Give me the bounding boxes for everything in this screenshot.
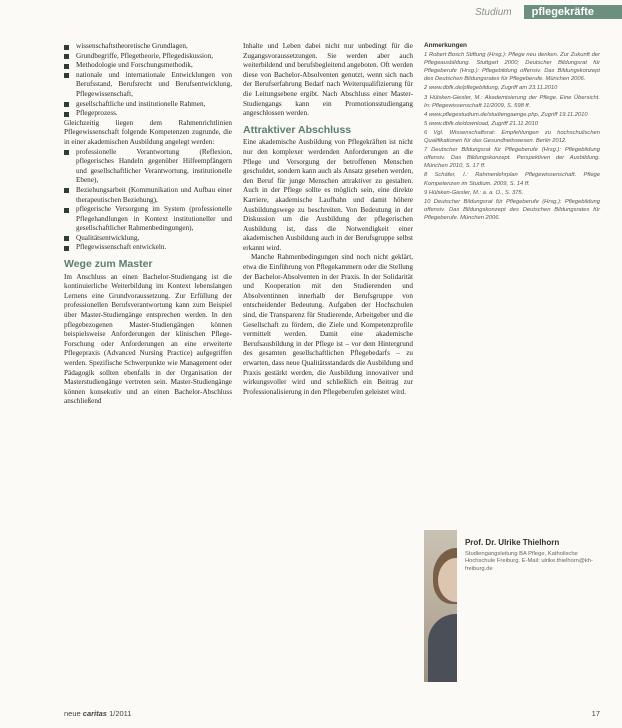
paragraph: Im Anschluss an einen Bachelor-Studiengang ist die kontinuierliche Weiterbildung im Kontext lebenslangen Lernens eine Grundvoraussetzung. Zur Erfüllung der professionellen Berufsverantwortung kann zum Beispiel über Master-Studiengänge entsprechen werden. In den pflegebezogenen Master-Studiengängen können beispielsweise Anforderungen der klinischen Pflege-Forschung oder Anforderungen an eine erweiterte Pflegepraxis (Advanced Nursing Practice) aufgegriffen werden. Spezifische Schwerpunkte wie Management oder Pädagogik sollten ebenfalls in der Organisation der Masterstudiengänge vertreten sein. Master-Studiengänge können konsekutiv und an einen Bachelor-Abschluss anschließend [64, 272, 232, 406]
author-bio: Studiengangsleitung BA Pflege, Katholische Hochschule Freiburg. E-Mail: ulrike.thielhorn@kh-freiburg.de [464, 550, 593, 572]
footnote: 7 Deutscher Bildungsrat für Pflegeberufe (Hrsg.): Pflegebildung offensiv. Das Bildungskonzept. Perspektiven der Ausbildung. München 2010, S. 17 ff. [424, 147, 600, 170]
footnote: 6 Vgl. Wissenschaftsrat: Empfehlungen zu hochschulischen Qualifikationen für das Gesundheitswesen. Berlin 2012. [424, 129, 600, 145]
list-item: wissenschaftstheoretische Grundlagen, [64, 42, 232, 52]
list-item: Qualitätsentwicklung, [64, 234, 232, 244]
list-item: professionelle Verantwortung (Reflexion, pflegerisches Handeln gegenüber Hilfeempfängern und gesellschaftlicher Verantwortung, institutionelle Ebene), [64, 148, 232, 186]
page-number: 17 [591, 709, 600, 718]
paragraph: Eine akademische Ausbildung von Pflegekräften ist nicht nur den komplexer werdenden Anforderungen an die Pflege und Versorgung der betroffenen Menschen geschuldet, sondern kann auch als Ansatz gesehen werden, den Beruf für junge Menschen attraktiver zu gestalten. Auch in der Pflege sollte es möglich sein, eine direkte Karriere, akademische Laufbahn und damit höhere Ausbildungswege zu beschreiten. Von Bedeutung in der Diskussion um die Ausbildung der pflegerischen Ausbildung ist, dass die Notwendigkeit einer akademischen Ausbildung auch in der Berufsgruppe selbst erkannt wird. [243, 138, 413, 252]
footnote: 1 Robert Bosch Stiftung (Hrsg.): Pflege neu denken. Zur Zukunft der Pflegeausbildung. Stuttgart 2000; Deutscher Bildungsrat für Pflegeberufe (Hrsg.): Pflegebildung offensiv. Das Bildungskonzept des Deutschen Bildungsrates für Pflegeberufe. München 2006. [424, 52, 600, 83]
author-name: Prof. Dr. Ulrike Thielhorn [464, 538, 560, 547]
publication-prefix: neue [64, 709, 83, 718]
section-heading: Attraktiver Abschluss [243, 123, 352, 136]
footnote: 4 www.pflegestudium.de/studiengaenge.php, Zugriff 19.11.2010 [424, 111, 588, 118]
footnote: 9 Hülsken-Giesler, M.: a. a. O., S. 375. [424, 189, 524, 196]
list-item: Pflegewissenschaft entwickeln. [64, 243, 232, 253]
paragraph: Inhalte und Leben dabei nicht nur unbedingt für die Zugangsvoraussetzungen. Sie werden aber auch weiterbildend und berufsbegleitend angeboten. Oft werden diese von Bachelor-Absolventen genutzt, wenn sich nach der Berufserfahrung Bedarf nach Weiterqualifizierung für die Leitungsebene ergibt. Nach Abschluss einer Master-Studiengangs kann ein Promotionsstudiengang angeschlossen werden. [243, 42, 413, 118]
publication-info [64, 709, 131, 718]
notes-column [424, 42, 600, 223]
column-1 [64, 42, 232, 407]
author-box [424, 530, 602, 682]
list-item: pflegerische Versorgung im System (professionelle Pflegehandlungen in Kontext institutioneller und gesellschaftlicher Rahmenbedingungen), [64, 205, 232, 234]
list-item: nationale und internationale Entwicklungen von Berufsstand, Berufsrecht und Berufsentwicklung, Pflegewissenschaft, [64, 71, 232, 100]
column-2 [243, 42, 413, 397]
author-photo [424, 530, 457, 682]
notes-title: Anmerkungen [424, 42, 467, 49]
list-item: Pflegeprozess. [64, 109, 232, 119]
paragraph: Gleichzeitig liegen dem Rahmenrichtlinien Pflegewissenschaft folgende Kompetenzen zugrunde, die in einer akademischen Ausbildung angelegt werden: [64, 118, 232, 146]
list-item: Beziehungsarbeit (Kommunikation und Aufbau einer therapeutischen Beziehung), [64, 186, 232, 205]
section-heading: Wege zum Master [64, 258, 153, 271]
author-info [457, 530, 602, 682]
topic-list [64, 42, 232, 119]
list-item: gesellschaftliche und institutionelle Rahmen, [64, 100, 232, 110]
page-footer [64, 709, 600, 718]
footnote: 5 www.dbfk.de/download, Zugriff 21.11.2010 [424, 120, 538, 127]
list-item: Methodologie und Forschungsmethodik, [64, 61, 232, 71]
footnote: 2 www.dbfk.de/pflegebildung, Zugriff am 23.11.2010 [424, 85, 558, 92]
issue-number: 1/2011 [109, 709, 132, 718]
publication-name: caritas [82, 709, 107, 718]
page-header [463, 4, 622, 20]
list-item: Grundbegriffe, Pflegetheorie, Pflegediskussion, [64, 52, 232, 62]
footnote: 3 Hülsken-Giesler, M.: Akademisierung der Pflege. Eine Übersicht. In: Pflegewissenschaft 11/2009, S. 598 ff. [424, 94, 600, 109]
section-label: Studium [474, 6, 512, 18]
footnote: 8 Schäfer, I.: Rahmenlehrplan Pflegewissenschaft. Pflege Kompetenzen im Studium. 2009, S. 14 ff. [424, 172, 600, 187]
footnote: 10 Deutscher Bildungsrat für Pflegeberufe (Hrsg.): Pflegebildung offensiv. Das Bildungskonzept des Deutschen Bildungsrates für Pflegeberufe. München 2006. [424, 198, 600, 221]
competence-list [64, 148, 232, 254]
paragraph: Manche Rahmenbedingungen sind noch nicht geklärt, etwa die Einführung von Pflegekammern oder die Stellung der Bachelor-Absolventen in der Praxis. In der Solidarität und Kooperation mit den Studierenden und Absolventinnen innerhalb der Berufsgruppe von entscheidender Bedeutung. Aufgaben der Hochschulen sind, die Transparenz für Studierende, Arbeitgeber und die Gesellschaft zu fördern, die Ziele und Kompetenzprofile vermittelt werden. Damit eine akademische Berufsausbildung in der Pflege ist – vor dem Hintergrund des gesamten gesellschaftlichen Pflegebedarfs – zu erwarten, dass neue Qualitätsstandards die Ausbildung und Praxis gestärkt werden, die Ausbildung innovativer und wirkungsvoller wird und schließlich ein Beitrag zur Professionalisierung in den Pflegeberufen geleistet wird. [243, 253, 413, 396]
brand-tab: pflegekräfte [524, 5, 622, 19]
